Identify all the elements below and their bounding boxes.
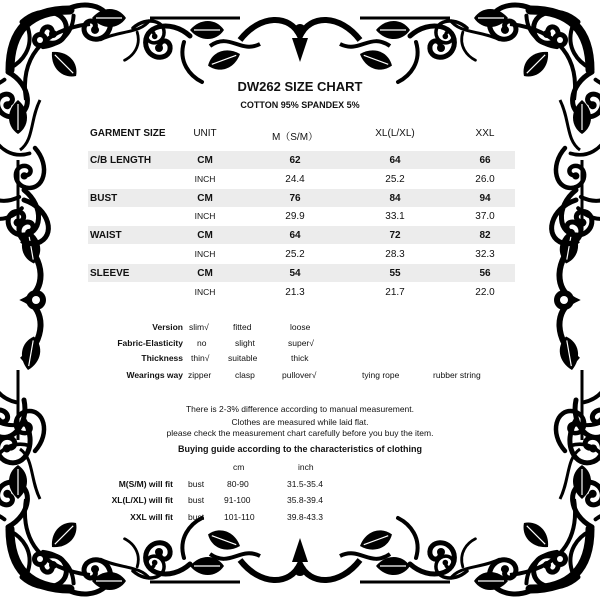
attr-label-elasticity: Fabric-Elasticity [117, 338, 183, 348]
unit-inch: INCH [194, 211, 216, 221]
guide-row-label: XXL will fit [130, 512, 173, 522]
unit-inch: INCH [194, 174, 216, 184]
guide-col-inch: inch [298, 462, 314, 472]
header-size-xxl: XXL [475, 128, 495, 139]
guide-row-inch: 39.8-43.3 [287, 512, 323, 522]
note-line: Clothes are measured while laid flat. [231, 417, 369, 427]
value-cm: 66 [479, 155, 491, 166]
attr-option: slim√ [189, 322, 209, 332]
attr-option: slight [235, 338, 255, 348]
value-inch: 29.9 [285, 211, 305, 222]
guide-row-inch: 35.8-39.4 [287, 495, 323, 505]
value-cm: 84 [389, 193, 401, 204]
unit-inch: INCH [194, 249, 216, 259]
attr-option: rubber string [433, 370, 481, 380]
value-cm: 76 [289, 193, 301, 204]
unit-inch: INCH [194, 287, 216, 297]
attr-option: super√ [288, 338, 314, 348]
attr-option: no [197, 338, 207, 348]
header-size-xl: XL(L/XL) [375, 128, 415, 139]
attr-option: thin√ [191, 353, 210, 363]
value-inch: 32.3 [475, 249, 495, 260]
buying-guide-title: Buying guide according to the characteristics of clothing [177, 444, 423, 454]
value-inch: 26.0 [475, 174, 495, 185]
attr-label-thickness: Thickness [141, 353, 183, 363]
row-label-waist: WAIST [90, 230, 122, 241]
attr-option: loose [290, 322, 311, 332]
guide-row-cm: 91-100 [224, 495, 251, 505]
guide-col-cm: cm [233, 462, 245, 472]
row-label-cb-length: C/B LENGTH [90, 155, 152, 166]
attr-label-wearing-way: Wearings way [126, 370, 183, 380]
value-cm: 62 [289, 155, 301, 166]
header-size-m: M（S/M） [271, 132, 319, 143]
value-inch: 21.7 [385, 287, 405, 298]
value-inch: 37.0 [475, 211, 495, 222]
value-cm: 64 [289, 230, 301, 241]
attr-option: suitable [228, 353, 258, 363]
value-inch: 21.3 [285, 287, 305, 298]
guide-row-part: bust [188, 512, 205, 522]
header-unit: UNIT [193, 128, 217, 139]
value-cm: 56 [479, 268, 491, 279]
note-line: please check the measurement chart carefully before you buy the item. [166, 428, 434, 438]
unit-cm: CM [197, 193, 213, 204]
guide-row-label: XL(L/XL) will fit [111, 495, 173, 505]
note-line: There is 2-3% difference according to manual measurement. [185, 404, 415, 414]
unit-cm: CM [197, 155, 213, 166]
attr-option: fitted [233, 322, 252, 332]
guide-row-part: bust [188, 495, 205, 505]
attr-option: tying rope [362, 370, 400, 380]
value-cm: 82 [479, 230, 491, 241]
attr-label-version: Version [152, 322, 183, 332]
guide-row-inch: 31.5-35.4 [287, 479, 323, 489]
value-inch: 25.2 [285, 249, 305, 260]
chart-title: DW262 SIZE CHART [237, 79, 363, 94]
value-inch: 33.1 [385, 211, 405, 222]
attr-option: zipper [188, 370, 212, 380]
row-label-bust: BUST [90, 193, 118, 204]
attr-option: thick [291, 353, 309, 363]
value-inch: 25.2 [385, 174, 405, 185]
material-composition: COTTON 95% SPANDEX 5% [240, 100, 360, 110]
value-cm: 72 [389, 230, 401, 241]
unit-cm: CM [197, 230, 213, 241]
guide-row-cm: 101-110 [224, 512, 255, 522]
value-cm: 64 [389, 155, 401, 166]
value-inch: 22.0 [475, 287, 495, 298]
attr-option: clasp [235, 370, 255, 380]
value-cm: 54 [289, 268, 301, 279]
guide-row-part: bust [188, 479, 205, 489]
unit-cm: CM [197, 268, 213, 279]
row-label-sleeve: SLEEVE [90, 268, 130, 279]
value-cm: 55 [389, 268, 401, 279]
value-cm: 94 [479, 193, 491, 204]
guide-row-cm: 80-90 [227, 479, 249, 489]
value-inch: 28.3 [385, 249, 405, 260]
value-inch: 24.4 [285, 174, 305, 185]
header-garment-size: GARMENT SIZE [90, 128, 166, 139]
guide-row-label: M(S/M) will fit [118, 479, 173, 489]
attr-option: pullover√ [282, 370, 317, 380]
